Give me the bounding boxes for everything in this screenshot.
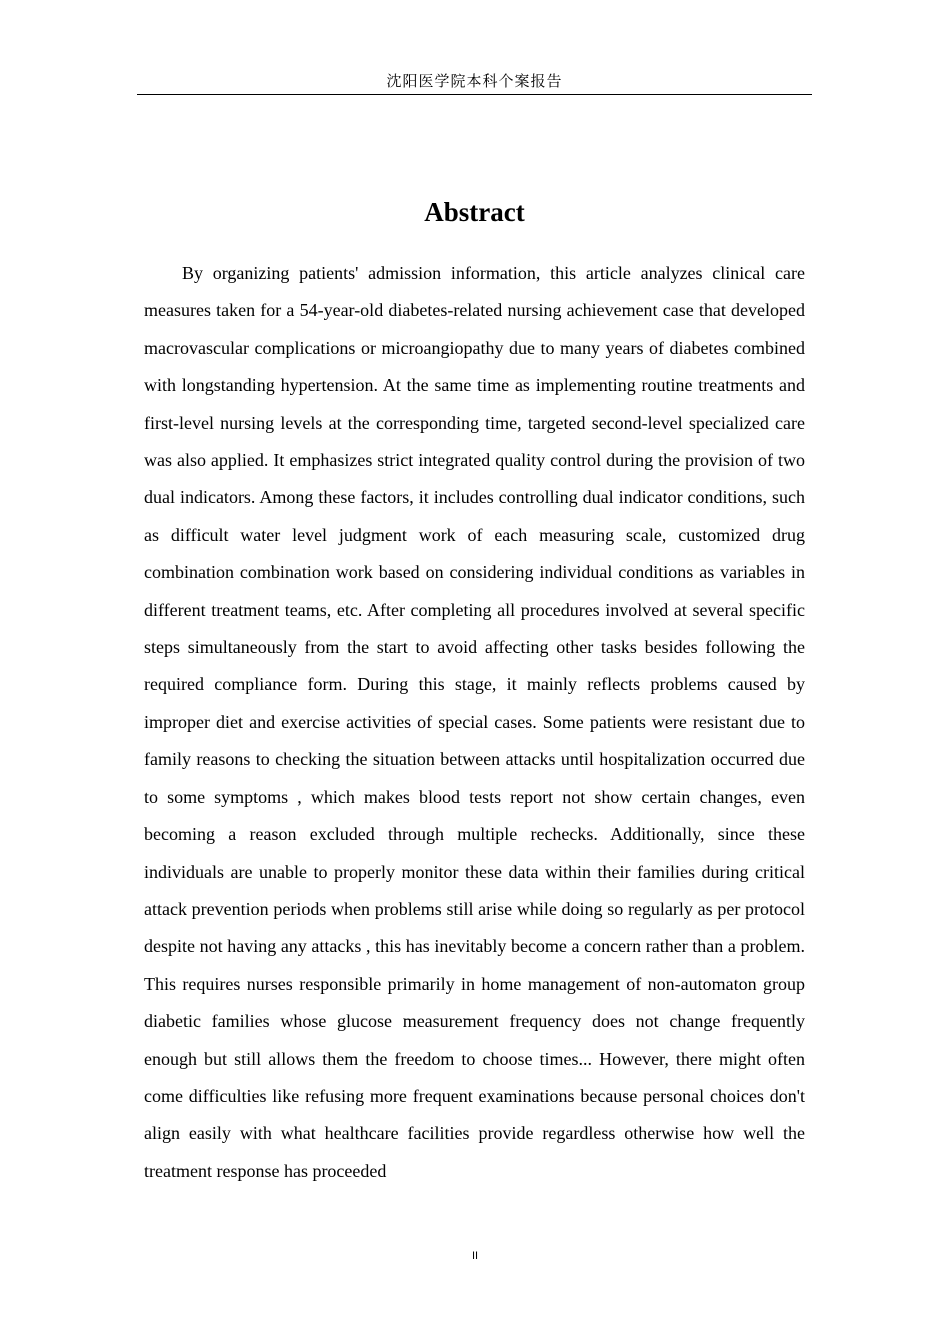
running-header-title: 沈阳医学院本科个案报告 (386, 72, 563, 90)
abstract-title: Abstract (424, 197, 525, 228)
page-number: II (471, 1250, 479, 1262)
abstract-body: By organizing patients' admission information, this article analyzes clinical care measures taken for a 54-year-old diabetes-related nursing achievement case that developed macrovascular complications or microangiopathy due to many years of diabetes combined with longstanding hypertension. At the same time as implementing routine treatments and first-level nursing levels at the corresponding time, targeted second-level specialized care was also applied. It emphasizes strict integrated quality control during the provision of two dual indicators. Among these factors, it includes controlling dual indicator conditions, such as difficult water level judgment work of each measuring scale, customized drug combination combination work based on considering individual conditions as variables in different treatment teams, etc. After completing all procedures involved at several specific steps simultaneously from the start to avoid affecting other tasks besides following the required compliance form. During this stage, it mainly reflects problems caused by improper diet and exercise activities of special cases. Some patients were resistant due to family reasons to checking the situation between attacks until hospitalization occurred due to some symptoms , which makes blood tests report not show certain changes, even becoming a reason excluded through multiple rechecks. Additionally, since these individuals are unable to properly monitor these data within their families during critical attack prevention periods when problems still arise while doing so regularly as per protocol despite not having any attacks , this has inevitably become a concern rather than a problem. This requires nurses responsible primarily in home management of non-automaton group diabetic families whose glucose measurement frequency does not change frequently enough but still allows them the freedom to choose times... However, there might often come difficulties like refusing more frequent examinations because personal choices don't align easily with what healthcare facilities provide regardless otherwise how well the treatment response has proceeded (144, 263, 805, 1181)
running-header (137, 70, 812, 95)
